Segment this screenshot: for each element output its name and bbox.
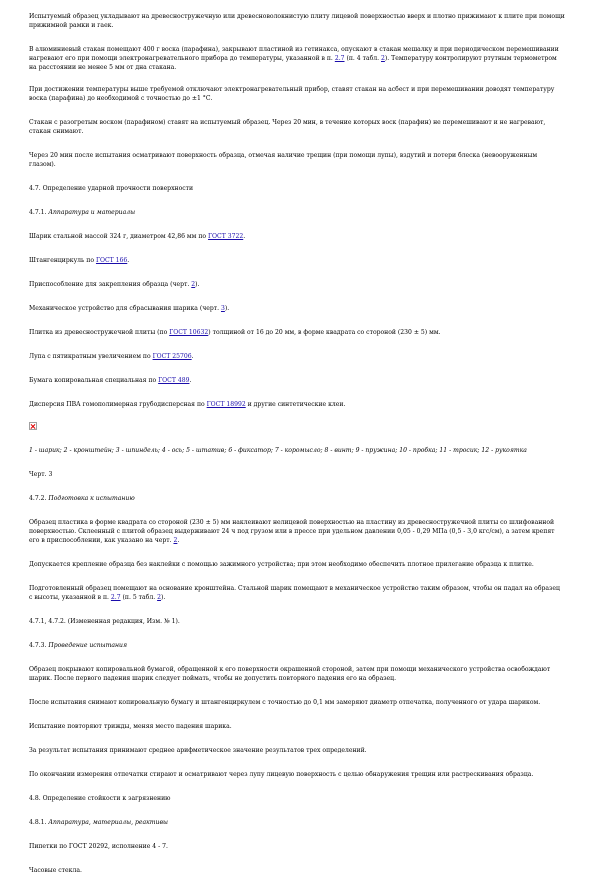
list-item-magnifier [29,352,565,361]
text: 4.7.3. [29,642,47,649]
text: (п. 4 табл. [346,55,380,62]
link-gost-3722[interactable]: ГОСТ 3722 [208,233,244,240]
paragraph-wax-heating [29,45,565,72]
subsection-title: Аппаратура и материалы [48,209,136,216]
text: Подготовленный образец помещают на основание кронштейна. Стальной шарик помещают в механическое устройство таким образом, чтобы он падал на образец с высоты, указанной в п. [29,585,560,601]
text: Штангенциркуль по [29,257,95,264]
list-item-pipettes: Пипетки по ГОСТ 20292, исполнение 4 - 7. [29,843,168,850]
text: ). [224,305,230,312]
link-clause-2-7[interactable]: 2.7 [110,594,121,601]
text: . [177,537,180,544]
link-table-2[interactable]: 2 [157,594,161,601]
link-drawing-2[interactable]: 2 [191,281,196,288]
paragraph-result: За результат испытания принимают среднее арифметическое значение результатов трех определений. [29,747,367,754]
text: 4.8.1. [29,819,47,826]
paragraph-test-procedure: Образец покрывают копировальной бумагой, обращенной к его поверхности окрашенной стороной, затем при помощи механического устройства освобождают шарик. После первого падения шарик следует поймать, чтобы не допустить повторного падения его на образец. [29,666,551,682]
paragraph-sample-gluing [29,518,565,545]
text: 4.7.1. [29,209,47,216]
subsection-title: Аппаратура, материалы, реактивы [48,819,168,826]
text: Образец пластика в форме квадрата со стороной (230 ± 5) мм наклеивают нелицевой поверхностью на пластину из древесностружечной плиты со шлифованной поверхностью. Склеенный с плитой образец выдерживают 24 ч под грузом или в прессе при удельном давлении 0,05 - 0,29 МПа (0,5 - 3,0 кгс/см), а затем крепят его в приспособлении, как указано на черт. [29,519,555,544]
section-heading-4-7: 4.7. Определение ударной прочности поверхности [29,185,194,192]
figure-caption: Черт. 3 [29,471,53,478]
section-heading-4-8: 4.8. Определение стойкости к загрязнению [29,795,171,802]
text: ). Температуру контролируют ртутным термометром на расстоянии не менее 5 мм от дна стакана. [29,55,557,71]
text: Шарик стальной массой 324 г, диаметром 42,86 мм по [29,233,207,240]
subsection-title: Проведение испытания [48,642,127,649]
link-gost-166[interactable]: ГОСТ 166 [95,257,128,264]
paragraph-repeat: Испытание повторяют трижды, меняя место падения шарика. [29,723,232,730]
link-gost-10632[interactable]: ГОСТ 10632 [169,329,209,336]
figure-legend [29,446,565,455]
paragraph-measurement: После испытания снимают копировальную бумагу и штангенциркулем с точностью до 0,1 мм замеряют диаметр отпечатка, полученного от удара шариком. [29,699,541,706]
text: ). [195,281,200,288]
text: Дисперсия ПВА гомополимерная грубодисперсная по [29,401,205,408]
text: и другие синтетические клеи. [247,401,346,408]
subsection-heading-4-8-1 [29,818,565,827]
list-item-board [29,328,565,337]
link-gost-489[interactable]: ГОСТ 489 [158,377,190,384]
text: . [191,353,194,360]
text: . [243,233,246,240]
paragraph-inspection: Через 20 мин после испытания осматривают поверхность образца, отмечая наличие трещин (при помощи лупы), вздутий и потери блеска (невооруженным глазом). [29,152,538,168]
paragraph-amendment-note: 4.7.1, 4.7.2. (Измененная редакция, Изм. № 1). [29,618,180,625]
link-clause-2-7[interactable]: 2.7 [334,55,345,62]
paragraph-temperature-control: При достижении температуры выше требуемой отключают электронагревательный прибор, ставят стакан на асбест и при перемешивании доводят температуру воска (парафина) до необходимой с точностью до ±1 °С. [29,86,555,102]
link-gost-18992[interactable]: ГОСТ 18992 [206,401,246,408]
list-item-fixture [29,280,565,289]
subsection-title: Подготовка к испытанию [48,495,135,502]
link-drawing-2[interactable]: 2 [173,537,178,544]
text: Механическое устройство для сбрасывания шарика (черт. [29,305,220,312]
link-table-2[interactable]: 2 [381,55,385,62]
text: . [189,377,192,384]
text: В алюминиевый стакан помещают 400 г воска (парафина), закрывают пластиной из гетинакса, опускают в стакан мешалку и при периодическом перемешивании нагревают его при помощи электронагревательного прибора до температуры, указанной в п. [29,46,559,62]
paragraph-clamping: Допускается крепление образца без наклейки с помощью зажимного устройства; при этом необходимо обеспечить плотное прилегание образца к плитке. [29,561,534,568]
list-item-drop-device [29,304,565,313]
paragraph-final-inspection: По окончании измерения отпечатки стирают и осматривают через лупу лицевую поверхность с целью обнаружения трещин или растрескивания образца. [29,771,534,778]
broken-image-icon [29,422,37,430]
text: ) толщиной от 16 до 20 мм, в форме квадрата со стороной (230 ± 5) мм. [208,329,441,336]
subsection-heading-4-7-3 [29,641,565,650]
text: ). [160,594,166,601]
text: (п. 5 табл. [122,594,156,601]
text: Плитка из древесностружечной плиты (по [29,329,168,336]
list-item-watch-glasses: Часовые стекла. [29,867,82,874]
text: Приспособление для закрепления образца (черт. [29,281,190,288]
subsection-heading-4-7-1 [29,208,565,217]
list-item-caliper [29,256,565,265]
link-drawing-3[interactable]: 3 [220,305,225,312]
text: . [127,257,130,264]
paragraph-ball-placement [29,584,565,602]
text: Бумага копировальная специальная по [29,377,157,384]
text: Лупа с пятикратным увеличением по [29,353,151,360]
paragraph-beaker-on-sample: Стакан с разогретым воском (парафином) ставят на испытуемый образец. Через 20 мин, в течение которых воск (парафин) не перемешивают и не нагревают, стакан снимают. [29,119,546,135]
legend-text: 1 - шарик; 2 - кронштейн; 3 - шпиндель; 4 - ось; 5 - штатив; 6 - фиксатор; 7 - коромысло; 8 - винт; 9 - пружина; 10 - пробка; 11 - тросик; 12 - рукоятка [29,447,527,454]
paragraph-sample-placement: Испытуемый образец укладывают на древесностружечную или древесноволокнистую плиту лицевой поверхностью вверх и плотно прижимают к плите при помощи прижимной рамки и гаек. [29,13,565,29]
list-item-steel-ball [29,232,565,241]
subsection-heading-4-7-2 [29,494,565,503]
text: 4.7.2. [29,495,47,502]
figure-placeholder [29,422,565,433]
list-item-carbon-paper [29,376,565,385]
list-item-pva [29,400,565,409]
link-gost-25706[interactable]: ГОСТ 25706 [152,353,192,360]
